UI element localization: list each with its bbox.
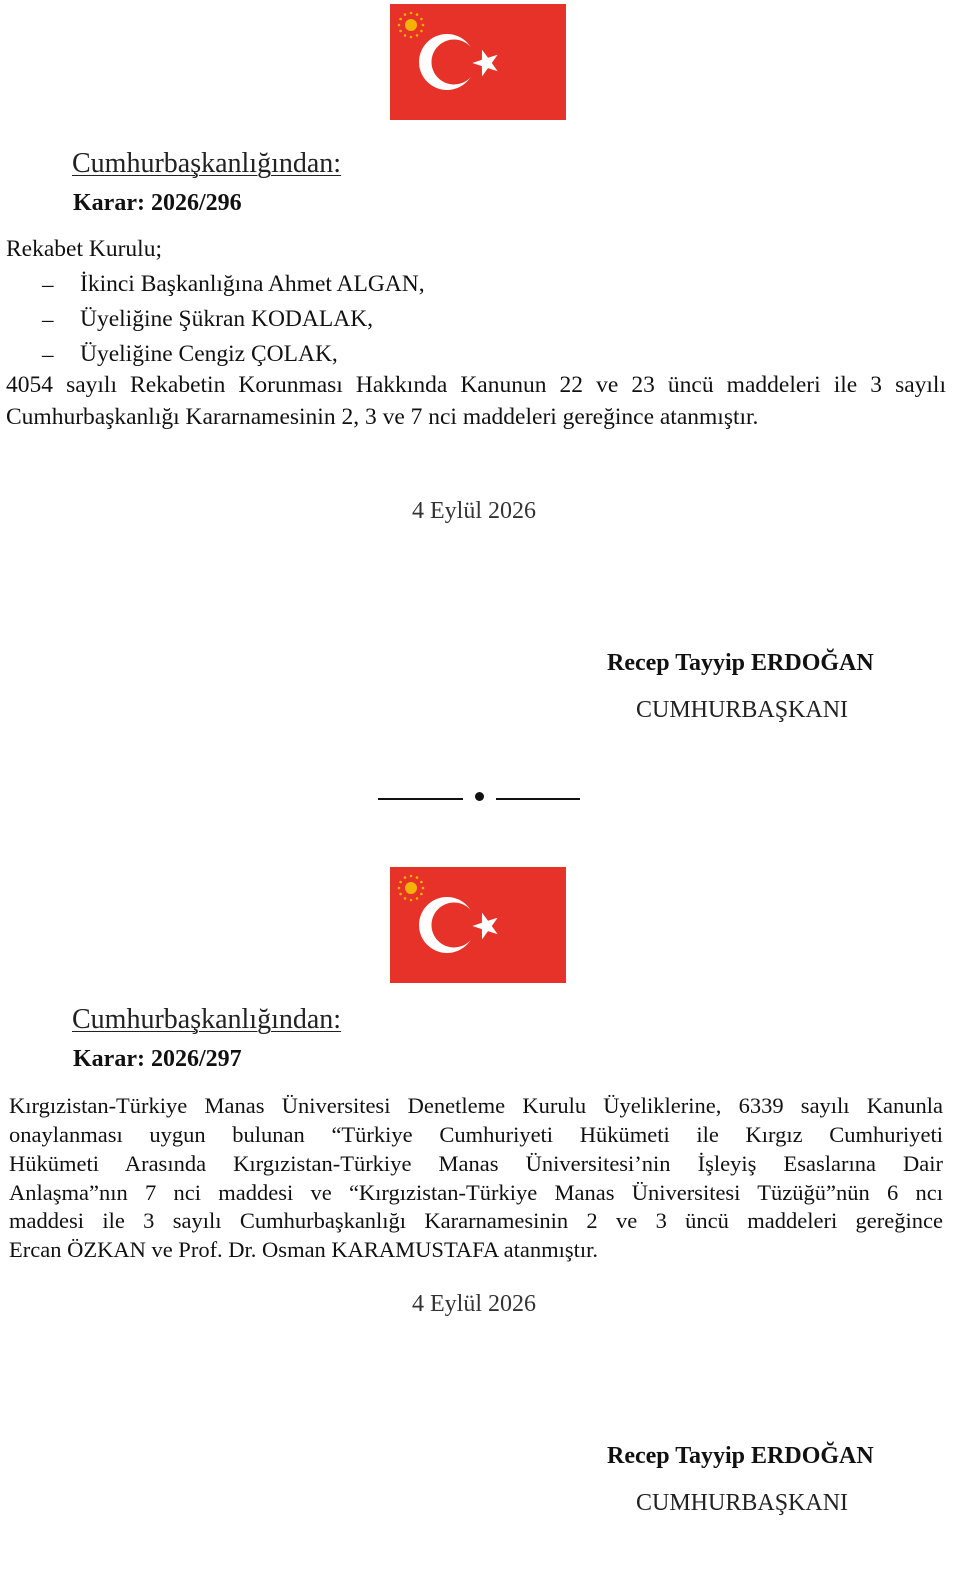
separator-line-right: [496, 798, 580, 800]
issuer-heading: Cumhurbaşkanlığından:: [72, 148, 342, 179]
list-item-text: Üyeliğine Şükran KODALAK,: [80, 306, 374, 332]
signer-title: CUMHURBAŞKANI: [636, 697, 849, 723]
list-dash: –: [42, 342, 54, 367]
list-dash: –: [42, 272, 54, 297]
body-paragraph-line: Anlaşma”nın 7 nci maddesi ve “Kırgızistan-Türkiye Manas Üniversitesi Tüzüğü”nün 6 ncı: [9, 1180, 943, 1205]
body-paragraph-line: Cumhurbaşkanlığı Kararnamesinin 2, 3 ve 7 nci maddeleri gereğince atanmıştır.: [6, 404, 759, 430]
bullet-separator: [378, 786, 580, 806]
decision-number: Karar: 2026/297: [73, 1046, 242, 1072]
body-paragraph-line: onaylanması uygun bulunan “Türkiye Cumhuriyeti Hükümeti ile Kırgız Cumhuriyeti: [9, 1122, 943, 1147]
decision-number: Karar: 2026/296: [73, 190, 242, 216]
body-paragraph-line: Kırgızistan-Türkiye Manas Üniversitesi Denetleme Kurulu Üyeliklerine, 6339 sayılı Kanunla: [9, 1093, 943, 1118]
list-item-text: Üyeliğine Cengiz ÇOLAK,: [80, 341, 338, 367]
list-item-text: İkinci Başkanlığına Ahmet ALGAN,: [80, 271, 425, 297]
separator-dot: [475, 792, 484, 801]
issuer-heading: Cumhurbaşkanlığından:: [72, 1004, 342, 1035]
body-paragraph-line: maddesi ile 3 sayılı Cumhurbaşkanlığı Kararnamesinin 2 ve 3 üncü maddeleri gereğince: [9, 1208, 943, 1233]
body-paragraph-line: Hükümeti Arasında Kırgızistan-Türkiye Manas Üniversitesi’nin İşleyiş Esaslarına Dair: [9, 1151, 943, 1176]
decision-date: 4 Eylül 2026: [412, 498, 536, 524]
decision-date: 4 Eylül 2026: [412, 1291, 536, 1317]
body-intro: Rekabet Kurulu;: [6, 236, 162, 262]
turkish-presidential-flag-icon: [390, 4, 566, 120]
turkish-presidential-flag-icon: [390, 867, 566, 983]
signer-name: Recep Tayyip ERDOĞAN: [607, 650, 874, 676]
signer-title: CUMHURBAŞKANI: [636, 1490, 849, 1516]
signer-name: Recep Tayyip ERDOĞAN: [607, 1443, 874, 1469]
body-paragraph-line: Ercan ÖZKAN ve Prof. Dr. Osman KARAMUSTAFA atanmıştır.: [9, 1237, 598, 1262]
flag-graphic: [390, 867, 566, 983]
list-dash: –: [42, 307, 54, 332]
separator-line-left: [378, 798, 463, 800]
body-paragraph-line: 4054 sayılı Rekabetin Korunması Hakkında Kanunun 22 ve 23 üncü maddeleri ile 3 sayılı: [6, 372, 946, 398]
flag-graphic: [390, 4, 566, 120]
